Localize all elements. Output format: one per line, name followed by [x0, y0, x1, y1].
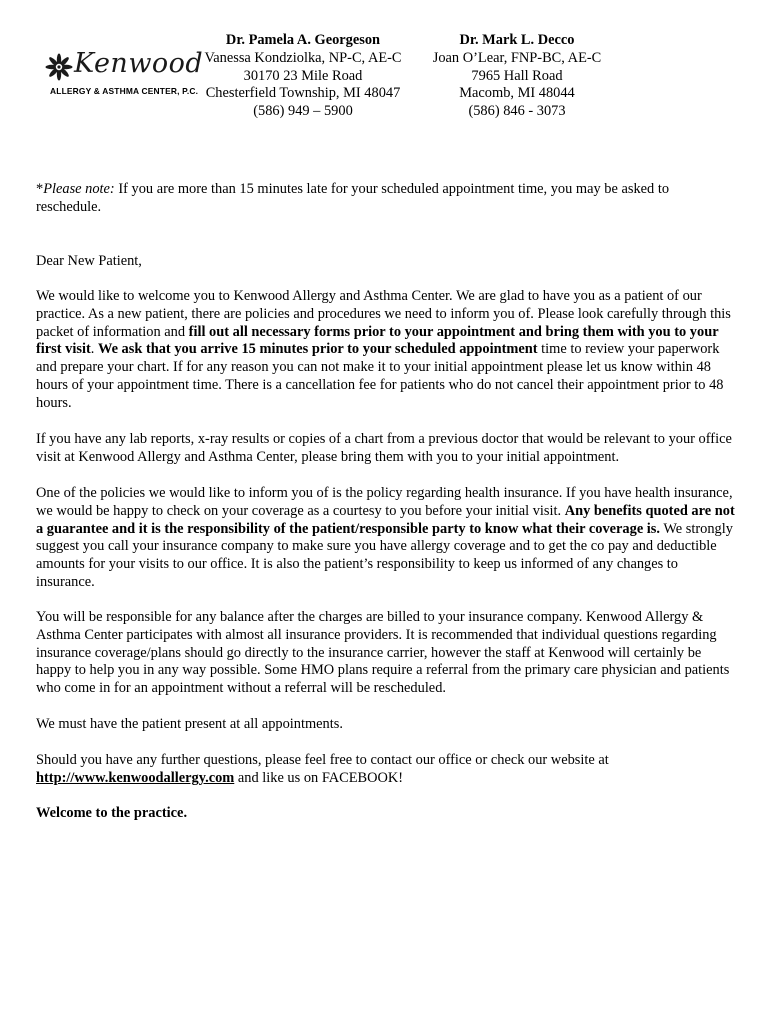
- closing: [36, 805, 736, 823]
- records-text: If you have any lab reports, x-ray results or copies of a chart from a previous doctor that would be relevant to your office visit at Kenwood Allergy and Asthma Center, please bring them with you to your initial appointment.: [36, 431, 732, 465]
- welcome-sep: .: [90, 341, 98, 358]
- balance-text: You will be responsible for any balance after the charges are billed to your insurance company. Kenwood Allergy & Asthma Center participates with almost all insurance providers. It is recommended that individual questions regarding insurance coverage/plans should go directly to the insurance carrier, however the staff at Kenwood will certainly be happy to help you in any way possible. Some HMO plans require a referral from the primary care physician and patients who come in for an appointment without a referral will be rescheduled.: [36, 609, 730, 697]
- city-line: Macomb, MI 48044: [459, 85, 575, 102]
- note-label: Please note:: [43, 181, 115, 197]
- closing-text: Welcome to the practice.: [36, 805, 188, 821]
- note-text: If you are more than 15 minutes late for your scheduled appointment time, you may be asked to reschedule.: [36, 181, 670, 215]
- insurance-advice: We strongly suggest you call your insurance company to make sure you have allergy coverage and to get the co pay and deductible amounts for your visits to our office. It is also the patient’s responsibility to keep us informed of any changes to insurance.: [36, 520, 733, 590]
- paragraph-contact: [36, 752, 736, 788]
- late-note: [36, 181, 736, 217]
- address-line: 7965 Hall Road: [471, 67, 563, 84]
- benefits-disclaimer: Any benefits quoted are not a guarantee and it is the responsibility of the patient/responsible party to know what their coverage is.: [36, 502, 735, 537]
- paragraph-welcome: [36, 288, 736, 413]
- doctor-name: Dr. Mark L. Decco: [459, 32, 575, 48]
- phone-number: (586) 949 – 5900: [253, 103, 353, 120]
- arrival-instruction: We ask that you arrive 15 minutes prior to your scheduled appointment: [97, 341, 538, 358]
- facebook-text: and like us on FACEBOOK!: [234, 769, 404, 786]
- forms-instruction: fill out all necessary forms prior to your appointment and bring them with you to your first visit: [36, 323, 719, 358]
- phone-number: (586) 846 - 3073: [468, 103, 566, 120]
- greeting-text: Dear New Patient,: [36, 253, 142, 269]
- welcome-text: We would like to welcome you to Kenwood Allergy and Asthma Center. We are glad to have you as a patient of our practice. As a new patient, there are policies and procedures we need to inform you of. Please look carefully through this packet of information and: [36, 288, 731, 340]
- logo-name: Kenwood: [74, 48, 204, 79]
- kenwood-logo: [40, 48, 204, 100]
- office-macomb: [426, 32, 608, 121]
- insurance-text: One of the policies we would like to inform you of is the policy regarding health insurance. If you have health insurance, we would be happy to check on your coverage as a courtesy to you before your initial visit.: [36, 485, 733, 519]
- note-asterisk: *: [36, 181, 44, 197]
- contact-text: Should you have any further questions, please feel free to contact our office or check our website at: [36, 752, 609, 768]
- provider-name: Joan O’Lear, FNP-BC, AE-C: [432, 49, 602, 66]
- cancellation-text: time to review your paperwork and prepare your chart. If for any reason you can not make it to your initial appointment please let us know within 48 hours of your appointment time. There is a cancellation fee for patients who do not cancel their appointment prior to 48 hours.: [36, 341, 724, 411]
- paragraph-presence: [36, 716, 736, 734]
- address-line: 30170 23 Mile Road: [243, 67, 363, 84]
- presence-text: We must have the patient present at all appointments.: [36, 716, 343, 732]
- flower-logo-icon: [44, 52, 74, 82]
- greeting: [36, 253, 736, 271]
- provider-name: Vanessa Kondziolka, NP-C, AE-C: [204, 49, 402, 66]
- office-chesterfield: [192, 32, 414, 121]
- paragraph-records: [36, 431, 736, 467]
- logo-subtitle: ALLERGY & ASTHMA CENTER, P.C.: [50, 86, 199, 96]
- doctor-name: Dr. Pamela A. Georgeson: [225, 32, 381, 48]
- paragraph-balance: [36, 609, 736, 698]
- paragraph-insurance: [36, 485, 736, 592]
- website-link[interactable]: http://www.kenwoodallergy.com: [36, 769, 235, 786]
- city-line: Chesterfield Township, MI 48047: [205, 85, 401, 102]
